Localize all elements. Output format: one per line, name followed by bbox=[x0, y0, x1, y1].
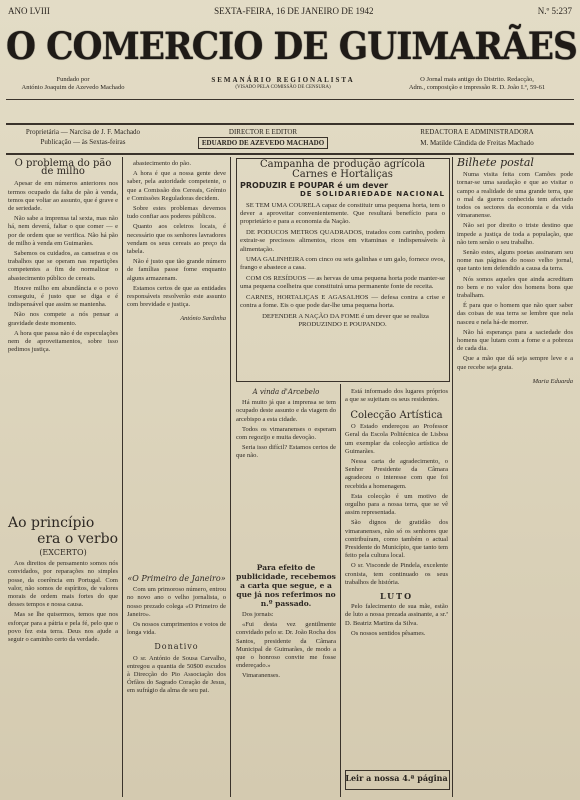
column-rule bbox=[452, 157, 453, 797]
article-campanha: Campanha de produção agrícola Carnes e Hortaliças PRODUZIR E POUPAR é um dever DE SOLIDARIEDADE NACIONAL SE TEM UMA COURELA capaz de constituir uma pequena horta, tem o dever a aproveitar convenientemente. Que resultará benefício para o proprietário e para a economia da Nação. DE PODUCOS METROS QUADRADOS, tratados com carinho, podem extrair-se preciosos alimentos, ricos em vitaminas e indispensáveis à alimentação. UMA GALINHEIRA com cinco ou seis galinhas e um galo, fornece ovos, frango e abastece a casa. COM OS RESÍDUOS — as hervas de uma pequena horta pode manter-se uma pequena coelheira que constituirá uma permanente fonte de receita. CARNES, HORTALIÇAS E AGASALHOS — defesa contra a crise e contra a fome. Eis o que pode dar-lhe uma pequena horta. DEFENDER A NAÇÃO DA FOME é um dever que se realiza PRODUZINDO E POUPANDO. bbox=[240, 159, 445, 328]
header-topline bbox=[8, 4, 572, 18]
article-title: O problema do pão de milho bbox=[14, 158, 112, 178]
signature: António Sardinha bbox=[180, 315, 226, 323]
article-coleccao: Colecção Artística O Estado endereçou ao Professor Geral da Escola Politécnica de Lisboa um exemplar da colecção artística de Guimarães. Nessa carta de agradecimento, o Senhor Presidente da Câmara agradeceu o interesse com que foi recebida a homenagem. Esta colecção é um motivo de orgulho para a nossa terra, que se vê assim representada. São dignos de gratidão dos vimaranenses, não só os senhores que contribuíram, como também o actual Presidente do Município, que tanto tem feito pela cultura local. O sr. Visconde de Pindela, excelente cronista, tem continuado os seus trabalhos de história. LUTO Pelo falecimento de sua mãe, estão de luto a nossa prezada assinante, a sr.ª D. Beatriz Martins da Silva. Os nossos sentidos pêsames. bbox=[345, 410, 448, 637]
article-vinda: A vinda d'Arcebelo Há muito já que a imprensa se tem ocupado deste assunto e da viagem do arcebispo a esta cidade. Todos os vimaranenses o esperam com regozijo e muita devoção. Seria isso difícil? Estamos certos de que não. bbox=[236, 388, 336, 460]
article-bilhete-postal: Bilhete postal Numa visita feita com Camões pode tornar-se uma saudação e que ao visitar o campo a realidade de uma grande terra, que o mal da guerra conhecida tem afectado todos os sectores da economia e da vida vimaranense. Não sei por direito o triste destino que impede a justiça de toda a população, que não tem senão o seu trabalho. Senão estes, alguns poetas assinaram seu nome nas páginas do nosso velho jornal, que tanto tem defendido a causa da terra. Nós somos aqueles que ainda acreditam no bem e no valor dos homens bons que trabalham. É para que o homem que não quer saber das coisas de sua terra se lembre que nela nasceu e nela há-de morrer. Não há esperança para a saciedade dos homens que lutam com a fome e a pobreza de cada dia. Que a mão que dá seja sempre leve e a que recebe seja grata. Maria Eduarda bbox=[457, 156, 573, 385]
divider bbox=[6, 99, 574, 100]
article-informado: Está informado dos lugares próprios a que se sujeitam os seus residentes. bbox=[345, 388, 448, 404]
masthead-subrow bbox=[8, 76, 572, 96]
weekly-block: SEMANÁRIO REGIONALISTA (VISADO PELA COMISSÃO DE CENSURA) bbox=[211, 76, 355, 90]
signature: Maria Eduarda bbox=[532, 377, 573, 385]
ad-text: Leir a nossa 4.ª página bbox=[345, 773, 448, 783]
date-label: SEXTA-FEIRA, 16 DE JANEIRO DE 1942 bbox=[214, 6, 374, 16]
owner-block: Proprietária — Narcisa de J. F. Machado Publicação — às Sextas-feiras bbox=[25, 128, 141, 146]
column-rule bbox=[230, 157, 231, 797]
issue-label: N.º 5:237 bbox=[537, 6, 572, 16]
newspaper-title: O COMERCIO DE GUIMARÃES bbox=[6, 24, 577, 68]
director-block: DIRECTOR E EDITOR EDUARDO DE AZEVEDO MACHADO bbox=[183, 127, 343, 149]
divider bbox=[6, 153, 574, 155]
article-principio: Ao princípio era o verbo (EXCERTO) Aos direitos de pensamento somos nós convidados, por reparações no simples posse, da coerência em Portugal. Com valor, não somos de espíritos, de valores morais de ordem mais fortes do que desses tempos e nossa causa. Mas se lhe quisermos, temos que nos esforçar para a pátria e pela fé, pelo que o povo fez esta terra. Deus nos ajude a seguir o caminho certo da verdade. bbox=[8, 515, 118, 644]
masthead bbox=[6, 18, 577, 74]
info-bar bbox=[8, 125, 572, 153]
column-rule bbox=[122, 157, 123, 797]
article-pao-milho: O problema do pão de milho Apesar de em números anteriores nos termos ocupado da falta de pão à venda, temos que voltar ao assunto, que é grave e de seriedade. Não sabe a imprensa tal sexta, mas não há, nem deverá, faltar o que comer — e por de ordem que se verifica. Não há pão de milho à venda em Guimarães. Sabemos os cuidados, as canseiras e os trabalhos que se operam nas repartições competentes a fim de normalizar o abastecimento público de cereais. Houve milho em abundância e o povo conseguiu, é justo que se diga e é indispensável que assim se mantenha. Não nos compete a nós pensar a gravidade deste momento. A hora que passa não é de especulações nem de aproveitamentos, sobre isso pedimos justiça. bbox=[8, 158, 118, 354]
article-primeiro-janeiro: «O Primeiro de Janeiro» Com um primoroso número, entrou no novo ano o velho jornalista, o nosso prezado colega «O Primeiro de Janeiro». Os nossos cumprimentos e votos de longa vida. Donativo O sr. António de Sousa Carvalho, entregou a quantia de 50$00 escudos à Direcção do Pio Associação dos Órfãos do Sagrado Coração de Jesus, em sufrágio da alma de seu pai. bbox=[127, 574, 226, 695]
oldest-block: O Jornal mais antigo do Distrito. Redacção, Adm., composição e impressão R. D. João I.º, 59-61 bbox=[408, 76, 546, 91]
year-label: ANO LVIII bbox=[8, 6, 50, 16]
column-rule bbox=[340, 384, 341, 797]
redaction-block: REDACTORA E ADMINISTRADORA M. Matilde Cândida de Freitas Machado bbox=[420, 128, 534, 147]
article-publicidade: Para efeito de publicidade, recebemos a carta que segue, e a que já nos referimos no n.º passado. Dos jornais: «Fui desta vez gentilmente convidado pelo sr. Dr. João Rocha dos Santos, presidente da Câmara Municipal de Guimarães, de modo a que o honroso convite me fosse endereçado.» Vimaranenses. bbox=[236, 563, 336, 680]
article-pao-continued: abastecimento do pão. A hora é que a nossa gente deve saber, pela autoridade competente, o que a Comissão dos Cereais, Grémio e Comissões Reguladoras decidem. Sobre estes problemas devemos tudo confiar aos poderes públicos. Quanto aos celeiros locais, é necessário que os senhores lavradores vendam os seus cereais ao preço da tabela. Não é justo que tão grande número de famílias passe fome enquanto alguns armazenam. Estamos certos de que as entidades responsáveis resolverão este assunto com brevidade e justiça. António Sardinha bbox=[127, 160, 226, 323]
founder-block: Fundado por António Joaquim de Azevedo Machado bbox=[21, 76, 125, 91]
